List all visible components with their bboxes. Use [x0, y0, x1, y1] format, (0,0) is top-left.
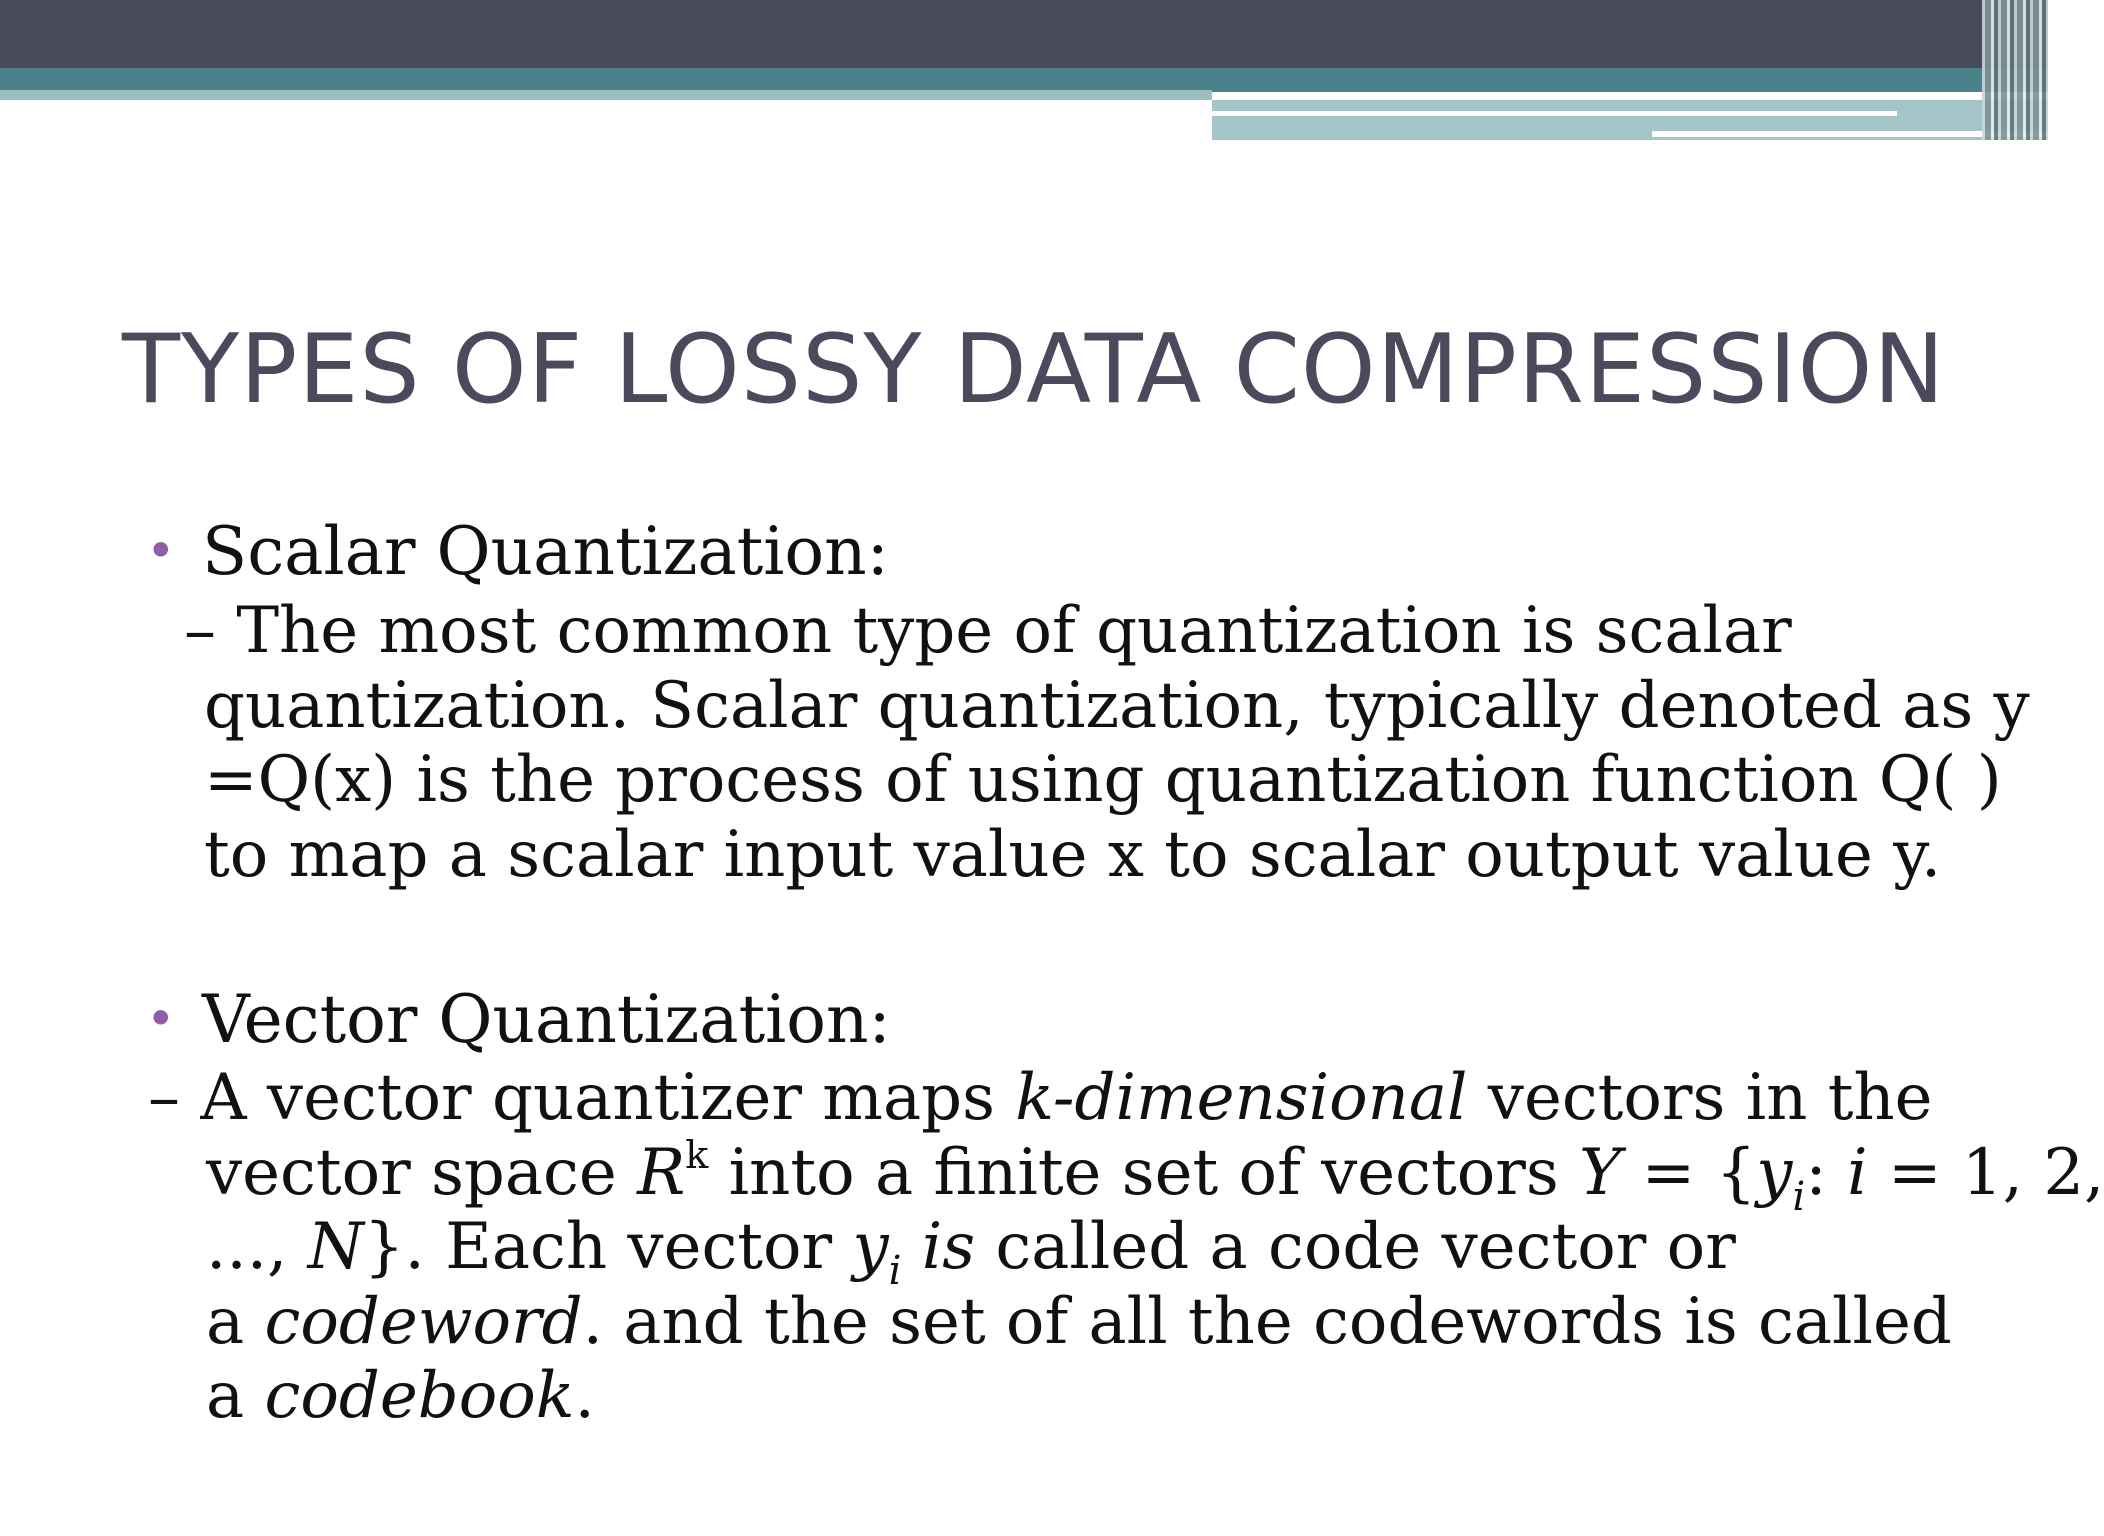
vector-line-3: [148, 1210, 2104, 1294]
text-run: :: [1805, 1135, 1848, 1210]
text-run: ...,: [206, 1210, 308, 1284]
text-run: a: [206, 1359, 265, 1433]
vector-heading: Vector Quantization:: [202, 981, 891, 1058]
math-symbol: R: [637, 1135, 686, 1210]
scalar-line-1: – The most common type of quantization is scalar: [184, 594, 1792, 668]
vector-line-4: [148, 1285, 2104, 1360]
bullet-scalar: [146, 513, 889, 590]
math-symbol: Y: [1579, 1135, 1622, 1210]
bullet-dot-icon: •: [146, 522, 176, 580]
text-run: called a code vector or: [975, 1210, 1736, 1284]
text-run: }. Each vector: [363, 1210, 853, 1284]
math-superscript: k: [685, 1132, 709, 1177]
text-run: a: [206, 1284, 265, 1359]
text-run: vector space: [206, 1135, 638, 1210]
text-run: = {: [1621, 1135, 1757, 1210]
text-run: = 1, 2,: [1867, 1135, 2104, 1210]
vector-line-2: [148, 1132, 2104, 1220]
scalar-heading: Scalar Quantization:: [202, 513, 889, 590]
header-white-line: [1212, 111, 1897, 116]
vector-line-1: [148, 1061, 2104, 1136]
text-run: vectors in the: [1467, 1061, 1933, 1135]
header-teal-band: [0, 68, 2048, 92]
bullet-vector: [146, 981, 891, 1058]
scalar-line-2: quantization. Scalar quantization, typically denoted as y: [204, 668, 2030, 743]
italic-term: k-dimensional: [1015, 1061, 1468, 1135]
math-symbol: i: [1847, 1135, 1868, 1210]
vector-description: [148, 1061, 2104, 1434]
text-run: – A vector quantizer maps: [148, 1061, 1016, 1135]
vector-line-5: [148, 1359, 2104, 1434]
scalar-line-3: =Q(x) is the process of using quantization function Q( ): [204, 743, 2002, 817]
header-light-band-left: [0, 90, 1212, 100]
bullet-dot-icon: •: [146, 990, 176, 1048]
text-run: into a finite set of vectors: [708, 1135, 1579, 1210]
italic-term: is: [901, 1210, 976, 1284]
math-subscript: i: [888, 1248, 902, 1294]
italic-term: codebook: [264, 1359, 575, 1433]
italic-term: codeword: [264, 1284, 583, 1359]
math-symbol: y: [1756, 1135, 1793, 1210]
math-subscript: i: [1792, 1173, 1806, 1220]
math-symbol: N: [307, 1210, 364, 1284]
header-dark-band: [0, 0, 2048, 68]
math-symbol: y: [852, 1210, 889, 1284]
text-run: .: [574, 1359, 595, 1433]
scalar-description: [184, 594, 2030, 892]
scalar-line-4: to map a scalar input value x to scalar output value y.: [204, 817, 1942, 892]
header-stripes: [1982, 0, 2048, 140]
text-run: . and the set of all the codewords is called: [582, 1284, 1952, 1359]
slide-title: TYPES OF LOSSY DATA COMPRESSION: [122, 315, 1946, 425]
